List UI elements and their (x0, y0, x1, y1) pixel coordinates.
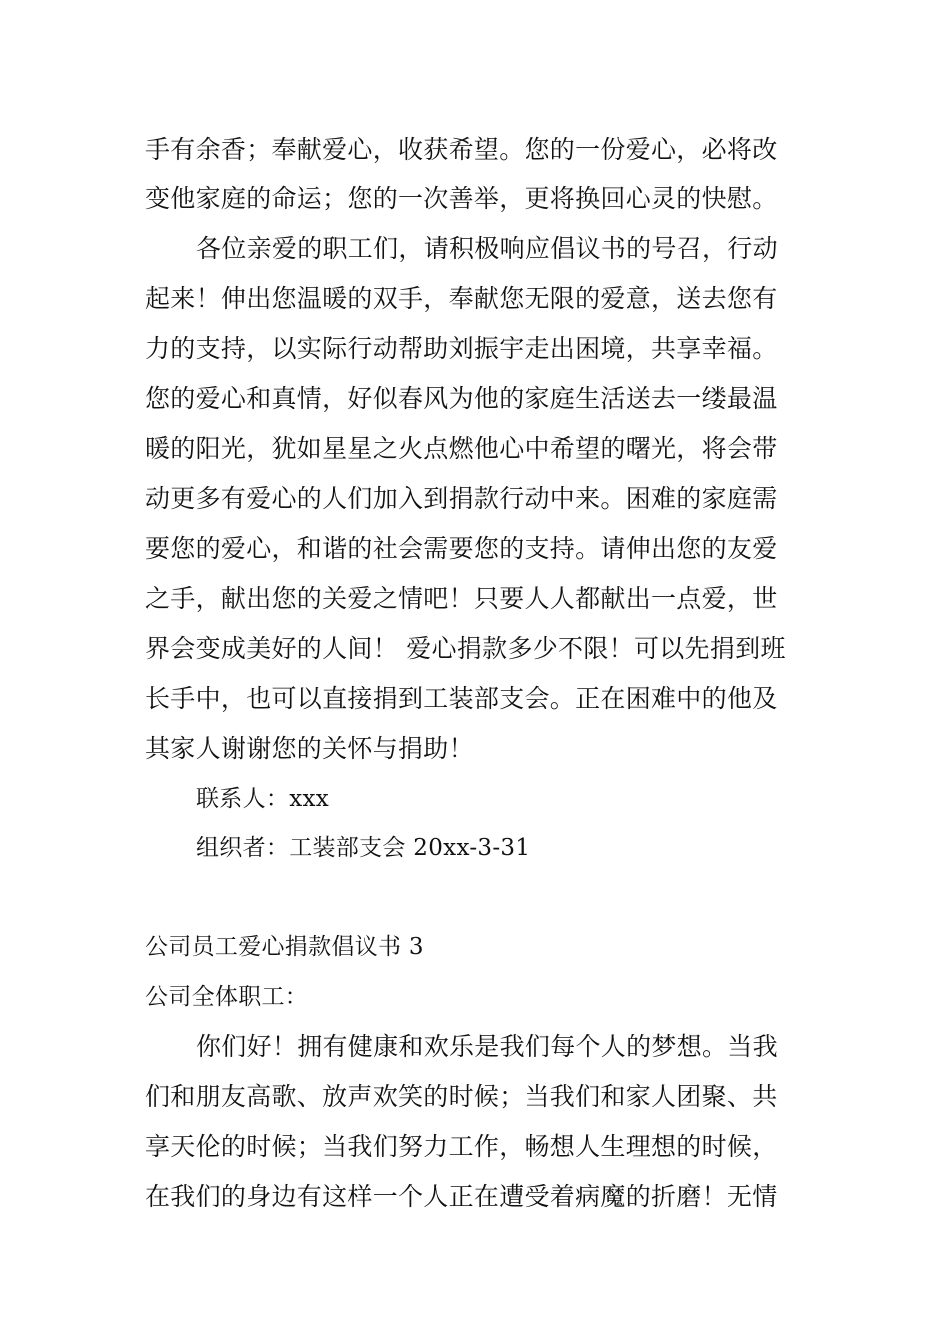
paragraph-line: 长手中，也可以直接捐到工装部支会。正在困难中的他及 (145, 684, 778, 713)
paragraph-line: 们和朋友高歌、放声欢笑的时候；当我们和家人团聚、共 (145, 1082, 778, 1111)
paragraph-line: 享天伦的时候；当我们努力工作，畅想人生理想的时候， (145, 1132, 778, 1161)
paragraph-line: 你们好！拥有健康和欢乐是我们每个人的梦想。当我 (196, 1032, 778, 1061)
section-title: 公司员工爱心捐款倡议书 3 (145, 934, 424, 960)
paragraph-line: 变他家庭的命运；您的一次善举，更将换回心灵的快慰。 (145, 184, 778, 213)
salutation: 公司全体职工： (145, 984, 309, 1010)
paragraph-line: 界会变成美好的人间！ 爱心捐款多少不限！可以先捐到班 (145, 634, 786, 663)
paragraph-line: 动更多有爱心的人们加入到捐款行动中来。困难的家庭需 (145, 484, 778, 513)
paragraph-line: 起来！伸出您温暖的双手，奉献您无限的爱意，送去您有 (145, 284, 778, 313)
paragraph-line: 您的爱心和真情，好似春风为他的家庭生活送去一缕最温 (145, 384, 778, 413)
paragraph-line: 其家人谢谢您的关怀与捐助！ (145, 734, 474, 763)
paragraph-line: 各位亲爱的职工们，请积极响应倡议书的号召，行动 (196, 234, 778, 263)
paragraph-line: 暖的阳光，犹如星星之火点燃他心中希望的曙光，将会带 (145, 434, 778, 463)
paragraph-line: 之手，献出您的关爱之情吧！只要人人都献出一点爱，世 (145, 584, 778, 613)
paragraph-line: 手有余香；奉献爱心，收获希望。您的一份爱心，必将改 (145, 135, 778, 164)
paragraph-line: 要您的爱心，和谐的社会需要您的支持。请伸出您的友爱 (145, 534, 778, 563)
organizer-line: 组织者：工装部支会 20xx-3-31 (196, 835, 531, 861)
contact-line: 联系人：xxx (196, 786, 330, 812)
paragraph-line: 在我们的身边有这样一个人正在遭受着病魔的折磨！无情 (145, 1182, 778, 1211)
paragraph-line: 力的支持，以实际行动帮助刘振宇走出困境，共享幸福。 (145, 334, 778, 363)
